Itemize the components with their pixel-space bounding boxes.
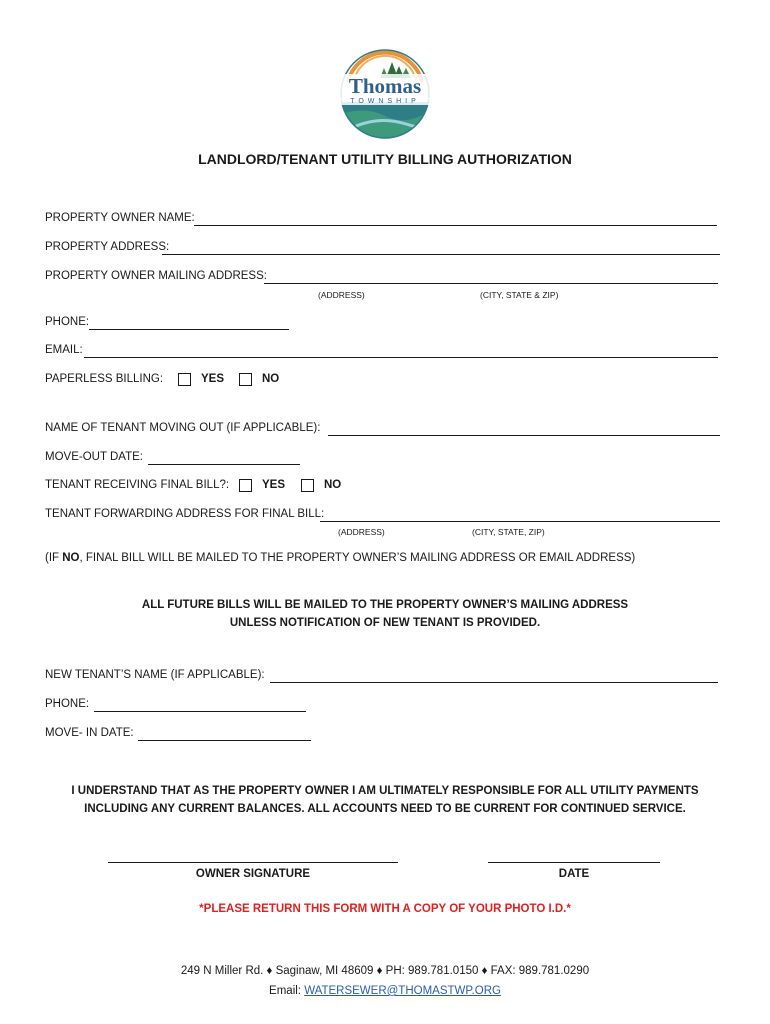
owner-signature-label: OWNER SIGNATURE	[195, 868, 311, 880]
new-tenant-name-field[interactable]	[270, 682, 718, 683]
final-bill-label: TENANT RECEIVING FINAL BILL?:	[45, 479, 230, 491]
page-title: LANDLORD/TENANT UTILITY BILLING AUTHORIZATION	[198, 151, 572, 167]
paperless-no-label: NO	[262, 373, 280, 385]
tenant-out-name-label: NAME OF TENANT MOVING OUT (IF APPLICABLE):	[45, 422, 321, 434]
tenant-out-name-field[interactable]	[328, 435, 720, 436]
acknowledgement-line-1: I UNDERSTAND THAT AS THE PROPERTY OWNER I AM ULTIMATELY RESPONSIBLE FOR ALL UTILITY PAYMENTS	[71, 785, 699, 797]
new-tenant-phone-field[interactable]	[94, 711, 306, 712]
owner-name-label: PROPERTY OWNER NAME:	[45, 212, 195, 224]
mailing-address-field[interactable]	[264, 283, 718, 284]
final-bill-no-checkbox[interactable]	[301, 479, 314, 492]
footer-email-prefix: Email:	[269, 985, 305, 997]
owner-phone-label: PHONE:	[45, 316, 90, 328]
logo-subtitle: TOWNSHIP	[340, 98, 430, 105]
movein-date-label: MOVE- IN DATE:	[45, 727, 134, 739]
township-logo	[336, 44, 434, 140]
paperless-yes-label: YES	[201, 373, 225, 385]
owner-phone-field[interactable]	[89, 329, 289, 330]
return-notice: *PLEASE RETURN THIS FORM WITH A COPY OF YOUR PHOTO I.D.*	[199, 903, 571, 915]
new-tenant-name-label: NEW TENANT’S NAME (IF APPLICABLE):	[45, 669, 265, 681]
footer-address: 249 N Miller Rd. ♦ Saginaw, MI 48609 ♦ PH: 989.781.0150 ♦ FAX: 989.781.0290	[180, 965, 590, 977]
final-bill-note	[45, 552, 635, 564]
signature-date-field[interactable]	[488, 862, 660, 863]
mailing-sub-address: (ADDRESS)	[318, 290, 365, 300]
mailing-address-label: PROPERTY OWNER MAILING ADDRESS:	[45, 270, 267, 282]
owner-email-field[interactable]	[84, 357, 718, 358]
forwarding-sub-address: (ADDRESS)	[338, 527, 385, 537]
paperless-no-checkbox[interactable]	[239, 373, 252, 386]
paperless-label: PAPERLESS BILLING:	[45, 373, 164, 385]
movein-date-field[interactable]	[138, 740, 311, 741]
new-tenant-phone-label: PHONE:	[45, 698, 90, 710]
owner-email-label: EMAIL:	[45, 344, 83, 356]
paperless-yes-checkbox[interactable]	[178, 373, 191, 386]
forwarding-address-label: TENANT FORWARDING ADDRESS FOR FINAL BILL:	[45, 508, 325, 520]
final-bill-yes-label: YES	[262, 479, 286, 491]
final-bill-no-label: NO	[324, 479, 342, 491]
mailing-sub-city: (CITY, STATE & ZIP)	[480, 290, 559, 300]
logo-name: Thomas	[340, 74, 430, 99]
forwarding-sub-city: (CITY, STATE, ZIP)	[472, 527, 545, 537]
footer-email-link[interactable]: WATERSEWER@THOMASTWP.ORG	[304, 985, 501, 997]
notice-line-1: ALL FUTURE BILLS WILL BE MAILED TO THE PROPERTY OWNER’S MAILING ADDRESS	[141, 599, 629, 611]
owner-signature-field[interactable]	[108, 862, 398, 863]
forwarding-address-field[interactable]	[320, 521, 720, 522]
note-prefix: (IF	[45, 552, 63, 564]
property-address-field[interactable]	[162, 254, 720, 255]
signature-date-label: DATE	[558, 868, 590, 880]
footer-email-line	[0, 985, 770, 997]
owner-name-field[interactable]	[194, 225, 717, 226]
note-no: NO	[62, 552, 80, 564]
notice-line-2: UNLESS NOTIFICATION OF NEW TENANT IS PROVIDED.	[229, 617, 541, 629]
acknowledgement-line-2: INCLUDING ANY CURRENT BALANCES. ALL ACCOUNTS NEED TO BE CURRENT FOR CONTINUED SERVICE.	[84, 803, 686, 815]
moveout-date-field[interactable]	[148, 464, 300, 465]
note-suffix: , FINAL BILL WILL BE MAILED TO THE PROPERTY OWNER’S MAILING ADDRESS OR EMAIL ADDRESS)	[79, 552, 636, 564]
final-bill-yes-checkbox[interactable]	[239, 479, 252, 492]
property-address-label: PROPERTY ADDRESS:	[45, 241, 170, 253]
moveout-date-label: MOVE-OUT DATE:	[45, 451, 143, 463]
